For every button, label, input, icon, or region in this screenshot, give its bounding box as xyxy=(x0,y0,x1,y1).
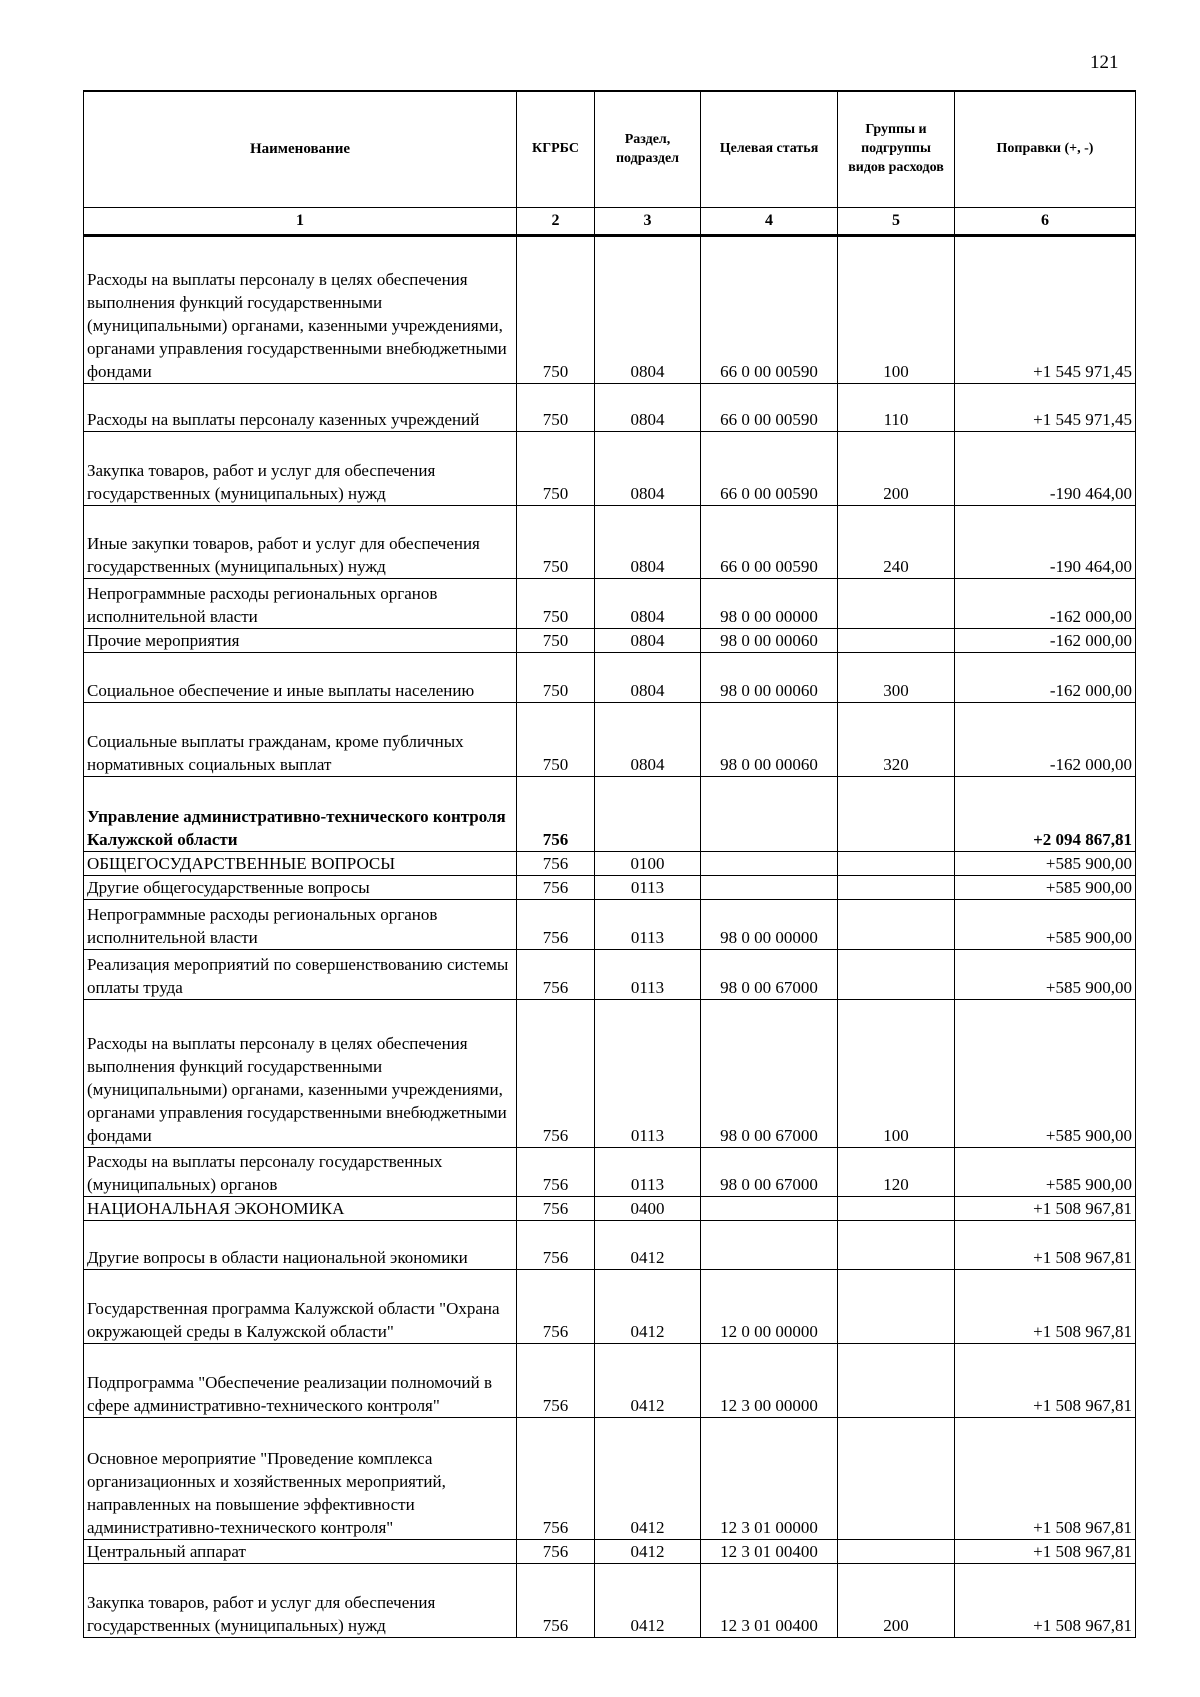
row-name: Непрограммные расходы региональных органов исполнительной власти xyxy=(84,900,517,950)
row-target-article: 98 0 00 00060 xyxy=(701,653,838,703)
table-row xyxy=(84,506,1136,579)
row-name: Закупка товаров, работ и услуг для обеспечения государственных (муниципальных) нужд xyxy=(84,432,517,506)
row-razdel: 0400 xyxy=(595,1197,701,1221)
row-razdel: 0412 xyxy=(595,1221,701,1270)
row-amount: +585 900,00 xyxy=(955,852,1136,876)
row-kgrbs: 756 xyxy=(517,1540,595,1564)
row-name: Прочие мероприятия xyxy=(84,629,517,653)
row-kgrbs: 756 xyxy=(517,852,595,876)
row-target-article: 66 0 00 00590 xyxy=(701,506,838,579)
row-expense-group xyxy=(838,1418,955,1540)
row-razdel: 0412 xyxy=(595,1540,701,1564)
row-expense-group xyxy=(838,1221,955,1270)
column-number-row xyxy=(84,208,1136,236)
row-expense-group xyxy=(838,1197,955,1221)
column-number: 1 xyxy=(84,208,517,236)
row-expense-group xyxy=(838,950,955,1000)
row-razdel: 0804 xyxy=(595,384,701,432)
row-amount: -162 000,00 xyxy=(955,653,1136,703)
row-amount: +1 508 967,81 xyxy=(955,1197,1136,1221)
row-target-article xyxy=(701,1197,838,1221)
row-name: Реализация мероприятий по совершенствованию системы оплаты труда xyxy=(84,950,517,1000)
row-razdel: 0100 xyxy=(595,852,701,876)
row-expense-group xyxy=(838,1270,955,1344)
row-razdel: 0412 xyxy=(595,1270,701,1344)
table-row xyxy=(84,1221,1136,1270)
row-amount: +1 508 967,81 xyxy=(955,1270,1136,1344)
row-target-article: 12 3 01 00400 xyxy=(701,1540,838,1564)
row-amount: -190 464,00 xyxy=(955,506,1136,579)
row-target-article: 12 3 00 00000 xyxy=(701,1344,838,1418)
row-kgrbs: 750 xyxy=(517,236,595,384)
row-name: Расходы на выплаты персоналу государственных (муниципальных) органов xyxy=(84,1148,517,1197)
row-amount: +585 900,00 xyxy=(955,1000,1136,1148)
row-name: Закупка товаров, работ и услуг для обеспечения государственных (муниципальных) нужд xyxy=(84,1564,517,1638)
row-amount: +1 508 967,81 xyxy=(955,1418,1136,1540)
row-target-article: 98 0 00 67000 xyxy=(701,950,838,1000)
row-target-article: 66 0 00 00590 xyxy=(701,384,838,432)
table-row xyxy=(84,1564,1136,1638)
row-kgrbs: 756 xyxy=(517,1000,595,1148)
row-kgrbs: 756 xyxy=(517,950,595,1000)
row-amount: -162 000,00 xyxy=(955,579,1136,629)
row-kgrbs: 750 xyxy=(517,432,595,506)
row-kgrbs: 756 xyxy=(517,1418,595,1540)
table-row xyxy=(84,703,1136,777)
row-kgrbs: 750 xyxy=(517,506,595,579)
row-expense-group xyxy=(838,777,955,852)
row-expense-group xyxy=(838,1344,955,1418)
row-name: Государственная программа Калужской области "Охрана окружающей среды в Калужской области" xyxy=(84,1270,517,1344)
row-razdel: 0412 xyxy=(595,1344,701,1418)
row-name: НАЦИОНАЛЬНАЯ ЭКОНОМИКА xyxy=(84,1197,517,1221)
row-amount: -162 000,00 xyxy=(955,629,1136,653)
table-row xyxy=(84,1197,1136,1221)
header-amendments: Поправки (+, -) xyxy=(955,91,1136,208)
row-expense-group xyxy=(838,876,955,900)
row-amount: +1 508 967,81 xyxy=(955,1540,1136,1564)
table-row xyxy=(84,236,1136,384)
row-target-article xyxy=(701,852,838,876)
row-target-article: 12 3 01 00400 xyxy=(701,1564,838,1638)
table-row xyxy=(84,432,1136,506)
header-expense-group: Группы и подгруппы видов расходов xyxy=(838,91,955,208)
row-razdel: 0804 xyxy=(595,629,701,653)
column-number: 2 xyxy=(517,208,595,236)
row-razdel: 0804 xyxy=(595,506,701,579)
row-kgrbs: 756 xyxy=(517,1270,595,1344)
row-kgrbs: 750 xyxy=(517,384,595,432)
table-row xyxy=(84,950,1136,1000)
row-kgrbs: 756 xyxy=(517,777,595,852)
table-row xyxy=(84,852,1136,876)
table-row xyxy=(84,579,1136,629)
row-target-article: 98 0 00 67000 xyxy=(701,1000,838,1148)
row-razdel: 0804 xyxy=(595,703,701,777)
row-name: Непрограммные расходы региональных органов исполнительной власти xyxy=(84,579,517,629)
row-target-article: 98 0 00 00060 xyxy=(701,703,838,777)
row-expense-group xyxy=(838,1540,955,1564)
row-target-article: 98 0 00 00060 xyxy=(701,629,838,653)
table-row xyxy=(84,653,1136,703)
row-name: Социальное обеспечение и иные выплаты населению xyxy=(84,653,517,703)
page-number: 121 xyxy=(1090,52,1119,73)
column-number: 4 xyxy=(701,208,838,236)
row-kgrbs: 756 xyxy=(517,876,595,900)
row-amount: +1 508 967,81 xyxy=(955,1344,1136,1418)
row-name: Расходы на выплаты персоналу в целях обеспечения выполнения функций государственными (муниципальными) органами, казенными учреждениями, органами управления государственными внебюджетными фондами xyxy=(84,236,517,384)
row-target-article: 12 3 01 00000 xyxy=(701,1418,838,1540)
row-target-article xyxy=(701,777,838,852)
row-target-article xyxy=(701,876,838,900)
row-target-article: 98 0 00 00000 xyxy=(701,900,838,950)
row-amount: +2 094 867,81 xyxy=(955,777,1136,852)
row-amount: +1 545 971,45 xyxy=(955,384,1136,432)
table-row xyxy=(84,876,1136,900)
row-target-article xyxy=(701,1221,838,1270)
header-name: Наименование xyxy=(84,91,517,208)
row-expense-group: 100 xyxy=(838,236,955,384)
row-amount: -162 000,00 xyxy=(955,703,1136,777)
table-row xyxy=(84,1270,1136,1344)
row-name: Управление административно-технического контроля Калужской области xyxy=(84,777,517,852)
row-expense-group: 320 xyxy=(838,703,955,777)
row-expense-group: 200 xyxy=(838,432,955,506)
row-kgrbs: 756 xyxy=(517,1197,595,1221)
header-kgrbs: КГРБС xyxy=(517,91,595,208)
column-number: 3 xyxy=(595,208,701,236)
row-amount: +1 508 967,81 xyxy=(955,1221,1136,1270)
row-razdel: 0113 xyxy=(595,900,701,950)
row-amount: +585 900,00 xyxy=(955,950,1136,1000)
row-amount: -190 464,00 xyxy=(955,432,1136,506)
table-row xyxy=(84,384,1136,432)
row-expense-group: 120 xyxy=(838,1148,955,1197)
table-row xyxy=(84,1540,1136,1564)
row-razdel: 0113 xyxy=(595,876,701,900)
table-row xyxy=(84,1418,1136,1540)
row-kgrbs: 756 xyxy=(517,1148,595,1197)
header-target-article: Целевая статья xyxy=(701,91,838,208)
row-expense-group: 300 xyxy=(838,653,955,703)
row-amount: +585 900,00 xyxy=(955,900,1136,950)
row-name: Другие вопросы в области национальной экономики xyxy=(84,1221,517,1270)
row-amount: +1 508 967,81 xyxy=(955,1564,1136,1638)
table-row xyxy=(84,629,1136,653)
row-expense-group: 100 xyxy=(838,1000,955,1148)
table-row xyxy=(84,900,1136,950)
row-expense-group: 200 xyxy=(838,1564,955,1638)
table-row xyxy=(84,1344,1136,1418)
row-razdel: 0412 xyxy=(595,1564,701,1638)
row-target-article: 98 0 00 00000 xyxy=(701,579,838,629)
row-kgrbs: 756 xyxy=(517,900,595,950)
row-expense-group: 110 xyxy=(838,384,955,432)
table-row xyxy=(84,1148,1136,1197)
row-name: Расходы на выплаты персоналу в целях обеспечения выполнения функций государственными (муниципальными) органами, казенными учреждениями, органами управления государственными внебюджетными фондами xyxy=(84,1000,517,1148)
row-kgrbs: 756 xyxy=(517,1221,595,1270)
row-expense-group xyxy=(838,900,955,950)
row-name: ОБЩЕГОСУДАРСТВЕННЫЕ ВОПРОСЫ xyxy=(84,852,517,876)
row-razdel: 0113 xyxy=(595,950,701,1000)
row-razdel: 0412 xyxy=(595,1418,701,1540)
row-razdel: 0804 xyxy=(595,579,701,629)
row-kgrbs: 750 xyxy=(517,653,595,703)
row-expense-group xyxy=(838,629,955,653)
column-number: 6 xyxy=(955,208,1136,236)
row-razdel: 0113 xyxy=(595,1000,701,1148)
row-razdel: 0804 xyxy=(595,236,701,384)
row-kgrbs: 750 xyxy=(517,579,595,629)
column-number: 5 xyxy=(838,208,955,236)
budget-amendments-table xyxy=(83,90,1136,1638)
row-razdel xyxy=(595,777,701,852)
row-target-article: 12 0 00 00000 xyxy=(701,1270,838,1344)
row-razdel: 0804 xyxy=(595,653,701,703)
row-expense-group xyxy=(838,852,955,876)
row-kgrbs: 756 xyxy=(517,1564,595,1638)
row-amount: +585 900,00 xyxy=(955,876,1136,900)
row-target-article: 66 0 00 00590 xyxy=(701,432,838,506)
row-name: Социальные выплаты гражданам, кроме публичных нормативных социальных выплат xyxy=(84,703,517,777)
row-kgrbs: 750 xyxy=(517,629,595,653)
row-expense-group xyxy=(838,579,955,629)
header-razdel: Раздел, подраздел xyxy=(595,91,701,208)
table-header-row xyxy=(84,91,1136,208)
row-name: Другие общегосударственные вопросы xyxy=(84,876,517,900)
row-name: Иные закупки товаров, работ и услуг для обеспечения государственных (муниципальных) нужд xyxy=(84,506,517,579)
row-target-article: 98 0 00 67000 xyxy=(701,1148,838,1197)
row-expense-group: 240 xyxy=(838,506,955,579)
row-razdel: 0113 xyxy=(595,1148,701,1197)
row-name: Центральный аппарат xyxy=(84,1540,517,1564)
row-amount: +585 900,00 xyxy=(955,1148,1136,1197)
row-name: Подпрограмма "Обеспечение реализации полномочий в сфере административно-технического контроля" xyxy=(84,1344,517,1418)
table-row xyxy=(84,777,1136,852)
table-row xyxy=(84,1000,1136,1148)
row-kgrbs: 756 xyxy=(517,1344,595,1418)
row-kgrbs: 750 xyxy=(517,703,595,777)
row-razdel: 0804 xyxy=(595,432,701,506)
row-amount: +1 545 971,45 xyxy=(955,236,1136,384)
row-target-article: 66 0 00 00590 xyxy=(701,236,838,384)
row-name: Расходы на выплаты персоналу казенных учреждений xyxy=(84,384,517,432)
row-name: Основное мероприятие "Проведение комплекса организационных и хозяйственных мероприятий, направленных на повышение эффективности административно-технического контроля" xyxy=(84,1418,517,1540)
